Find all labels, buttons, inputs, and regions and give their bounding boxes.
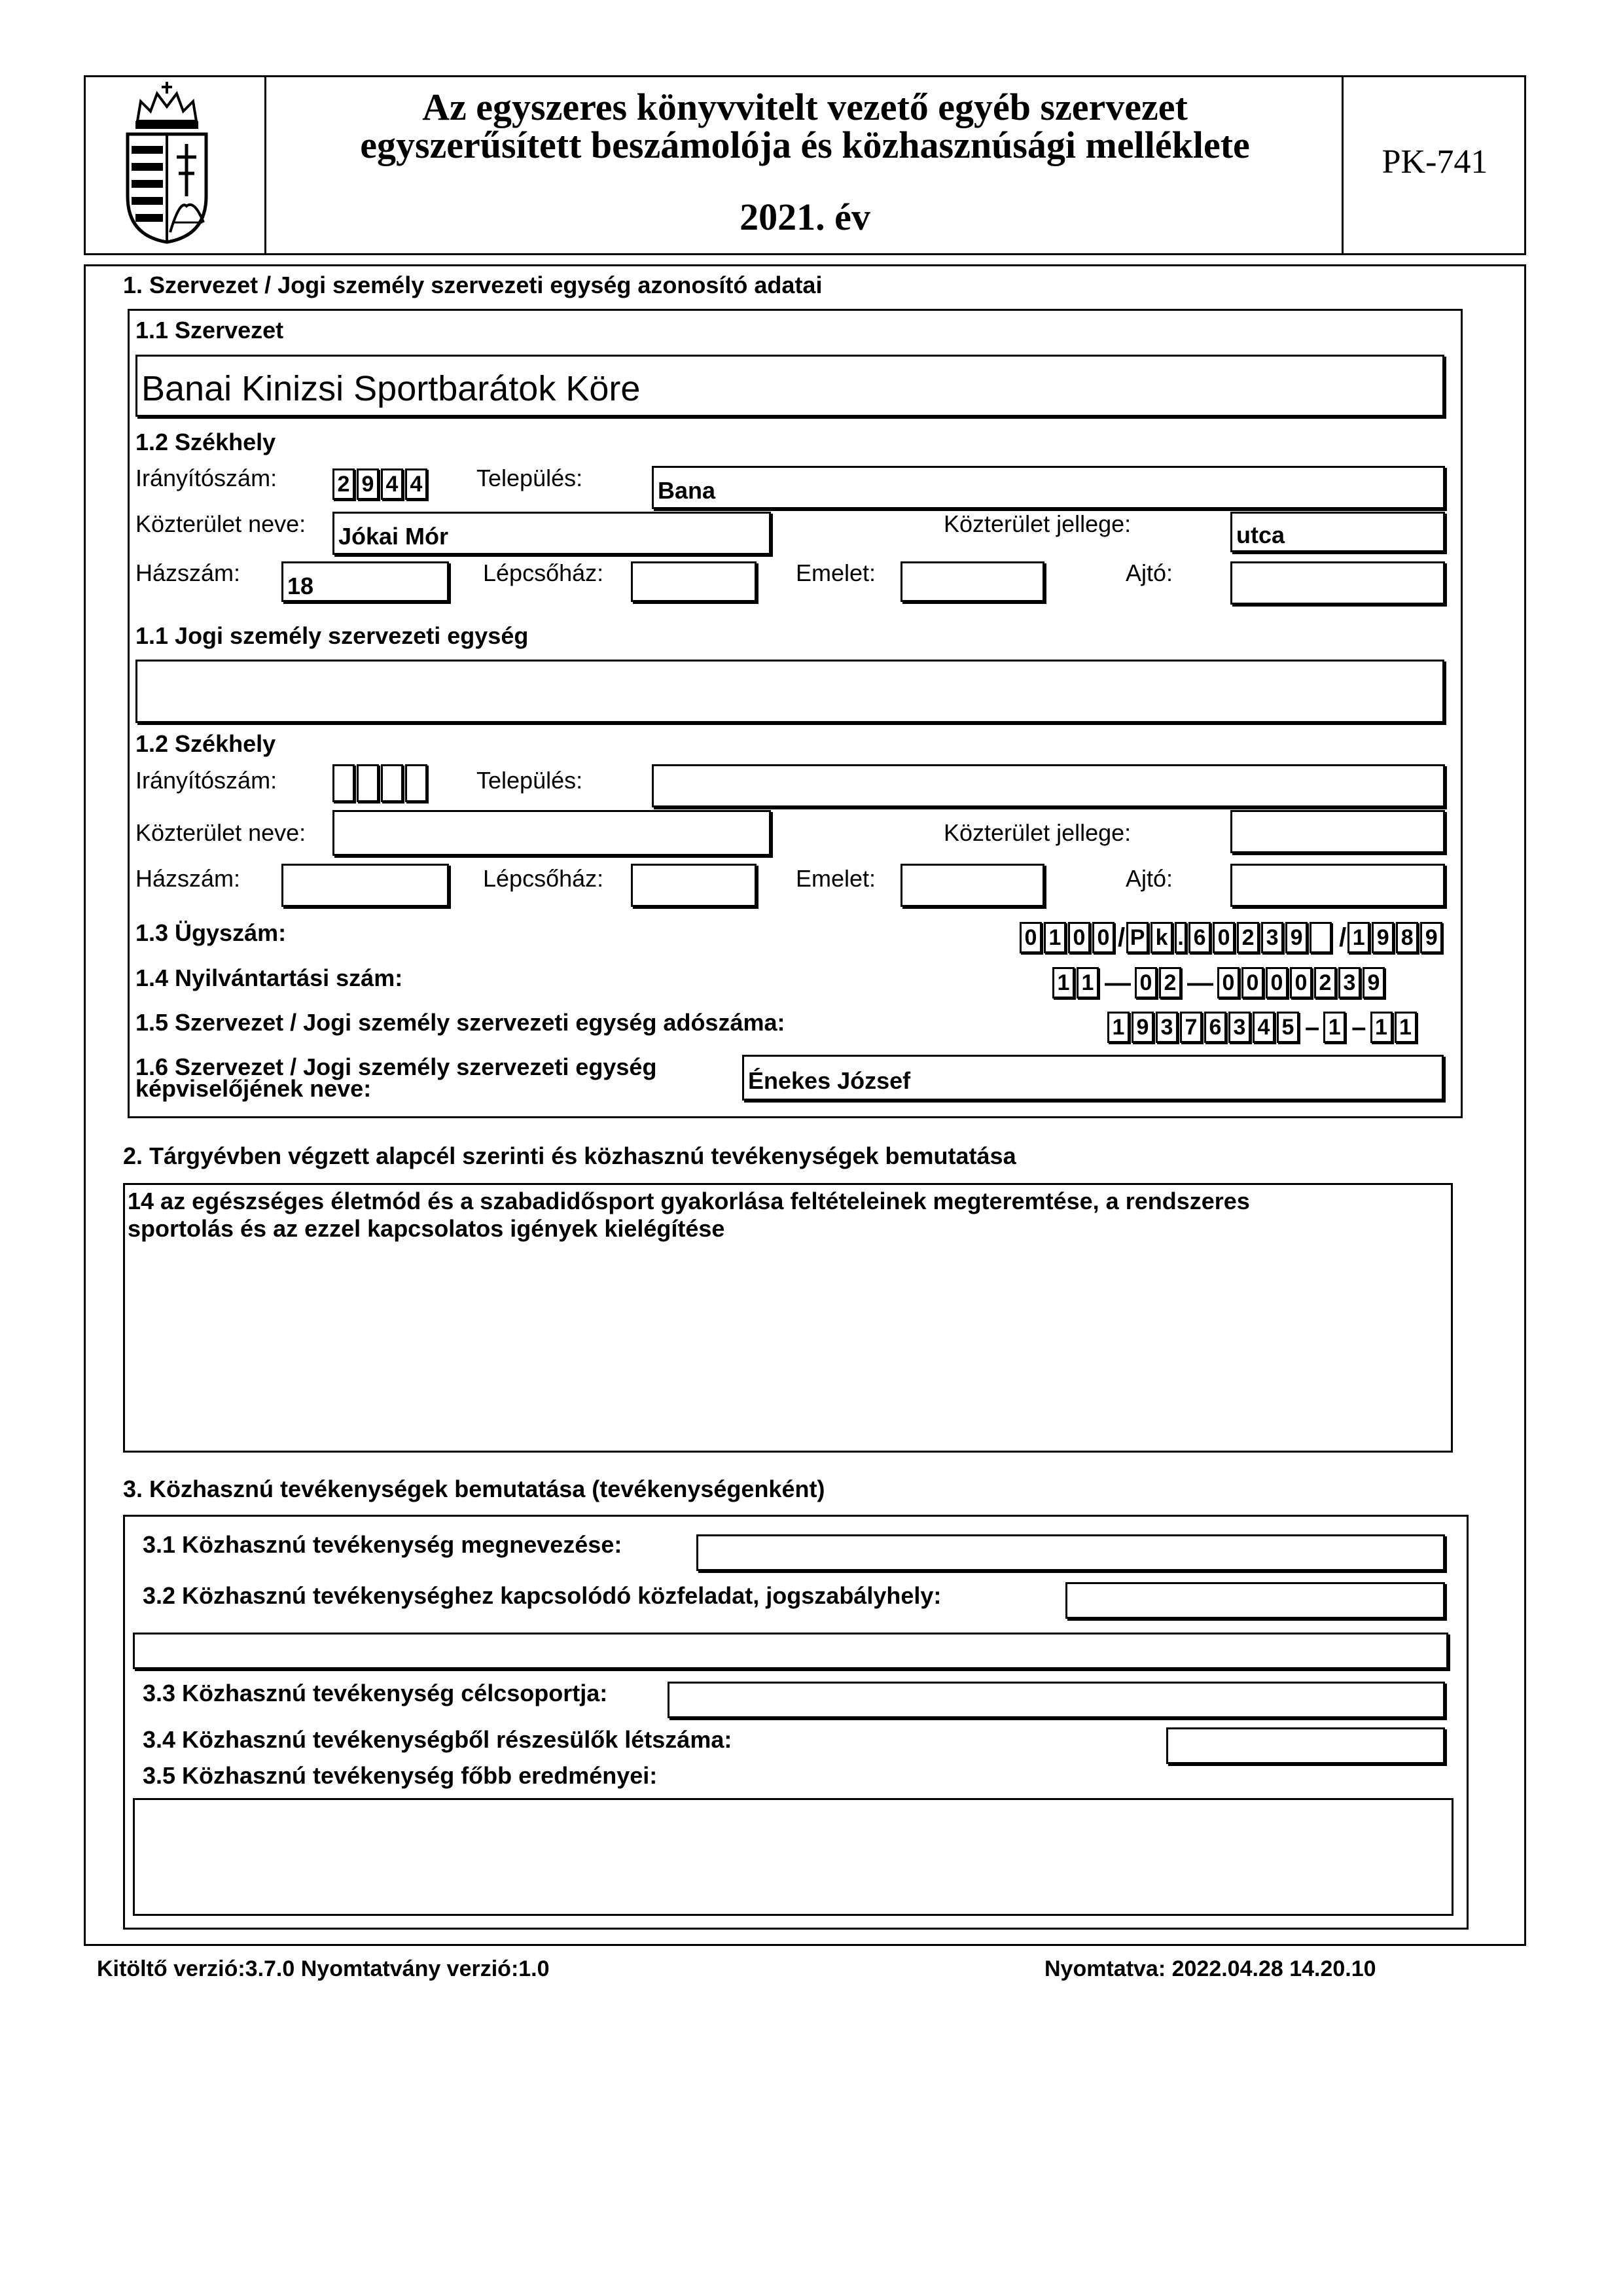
- tax-char: 3: [1156, 1012, 1178, 1043]
- case-char: [1310, 922, 1332, 953]
- seat-label: 1.2 Székhely: [135, 429, 276, 455]
- footer-printed: Nyomtatva: 2022.04.28 14.20.10: [1044, 1956, 1376, 1981]
- section3-heading: 3. Közhasznú tevékenységek bemutatása (tevékenységenként): [123, 1475, 825, 1502]
- s35-label: 3.5 Közhasznú tevékenység főbb eredményei:: [143, 1762, 658, 1789]
- s34-field[interactable]: [1166, 1727, 1445, 1764]
- house2-label: Házszám:: [135, 865, 241, 892]
- zip-digit: 2: [332, 468, 355, 500]
- section2-heading: 2. Tárgyévben végzett alapcél szerinti és közhasznú tevékenységek bemutatása: [123, 1142, 1016, 1169]
- reg-char: 3: [1338, 967, 1361, 998]
- reg-char: 2: [1314, 967, 1336, 998]
- reg-char: 0: [1217, 967, 1240, 998]
- street2-field[interactable]: [332, 810, 771, 856]
- footer-version: Kitöltő verzió:3.7.0 Nyomtatvány verzió:1.0: [97, 1956, 550, 1981]
- zip2-digit: [405, 764, 427, 802]
- tax-char: 1: [1395, 1012, 1417, 1043]
- tax-char: 7: [1180, 1012, 1202, 1043]
- tax-number-field[interactable]: [1107, 1010, 1419, 1044]
- street-type-field[interactable]: [1230, 512, 1445, 552]
- stair-field[interactable]: [631, 561, 757, 602]
- org-name-value: Banai Kinizsi Sportbarátok Köre: [141, 369, 641, 408]
- street-value: Jókai Mór: [338, 523, 449, 550]
- door2-field[interactable]: [1230, 864, 1445, 907]
- tax-char: 4: [1253, 1012, 1275, 1043]
- activity-description-field[interactable]: [123, 1183, 1453, 1453]
- reg-char: 0: [1290, 967, 1312, 998]
- reg-char: 2: [1159, 967, 1181, 998]
- case-char: 9: [1285, 922, 1308, 953]
- reg-separator: —: [1187, 968, 1213, 997]
- rep-label-line1: 1.6 Szervezet / Jogi személy szervezeti egység: [135, 1053, 657, 1080]
- s32-label: 3.2 Közhasznú tevékenységhez kapcsolódó közfeladat, jogszabályhely:: [143, 1582, 942, 1609]
- house-field[interactable]: [281, 561, 449, 602]
- tax-separator: –: [1351, 1012, 1366, 1042]
- form-title-line2: egyszerűsített beszámolója és közhasznúsági melléklete: [360, 124, 1250, 166]
- case-separator: /: [1118, 923, 1126, 952]
- case-char: k: [1150, 922, 1173, 953]
- reg-number-field[interactable]: [1052, 966, 1387, 1000]
- street-type2-field[interactable]: [1230, 810, 1445, 853]
- case-number-field[interactable]: [1020, 921, 1444, 955]
- case-char: 1: [1044, 922, 1066, 953]
- zip2-digit: [332, 764, 355, 802]
- zip-digits[interactable]: [332, 467, 429, 501]
- tax-char: 1: [1323, 1012, 1346, 1043]
- stair2-label: Lépcsőház:: [483, 865, 604, 892]
- zip-digit: 9: [357, 468, 379, 500]
- street-type2-label: Közterület jellege:: [944, 819, 1132, 846]
- zip2-digit: [381, 764, 403, 802]
- zip-digit: 4: [381, 468, 403, 500]
- city-label: Település:: [476, 465, 583, 491]
- form-title-line1: Az egyszeres könyvvitelt vezető egyéb szervezet: [422, 86, 1188, 128]
- reg-char: 0: [1241, 967, 1264, 998]
- legal-unit-field[interactable]: [135, 660, 1444, 723]
- org-name-field[interactable]: [135, 355, 1444, 417]
- tax-char: 1: [1107, 1012, 1130, 1043]
- org-label: 1.1 Szervezet: [135, 317, 284, 344]
- zip2-label: Irányítószám:: [135, 767, 277, 794]
- form-code: PK-741: [1382, 143, 1488, 181]
- city-value: Bana: [658, 477, 716, 504]
- legal-unit-label: 1.1 Jogi személy szervezeti egység: [135, 622, 529, 649]
- reg-separator: —: [1105, 968, 1131, 997]
- rep-name-value: Énekes József: [748, 1067, 911, 1094]
- case-char: 8: [1396, 922, 1418, 953]
- s33-field[interactable]: [668, 1682, 1445, 1718]
- s31-field[interactable]: [696, 1534, 1445, 1571]
- city2-label: Település:: [476, 767, 583, 794]
- rep-label-line2: képviselőjének neve:: [135, 1075, 372, 1102]
- case-separator: /: [1339, 923, 1347, 952]
- reg-char: 1: [1077, 967, 1099, 998]
- s31-label: 3.1 Közhasznú tevékenység megnevezése:: [143, 1531, 622, 1558]
- floor-label: Emelet:: [796, 559, 876, 586]
- tax-char: 6: [1204, 1012, 1226, 1043]
- case-char: 1: [1347, 922, 1370, 953]
- s34-label: 3.4 Közhasznú tevékenységből részesülők létszáma:: [143, 1726, 732, 1753]
- zip-label: Irányítószám:: [135, 465, 277, 491]
- case-char: 0: [1213, 922, 1235, 953]
- street2-label: Közterület neve:: [135, 819, 306, 846]
- case-char: 3: [1261, 922, 1283, 953]
- door-label: Ajtó:: [1126, 559, 1173, 586]
- case-char: 6: [1188, 922, 1211, 953]
- floor2-field[interactable]: [901, 864, 1044, 907]
- case-char: 0: [1068, 922, 1090, 953]
- activity-text-line1: 14 az egészséges életmód és a szabadidősport gyakorlása feltételeinek megteremtése, a rendszeres: [128, 1188, 1250, 1214]
- case-char: .: [1175, 922, 1186, 953]
- stair2-field[interactable]: [631, 864, 757, 907]
- zip-digit: 4: [405, 468, 427, 500]
- reg-char: 9: [1363, 967, 1385, 998]
- tax-char: 9: [1132, 1012, 1154, 1043]
- case-char: 0: [1092, 922, 1115, 953]
- reg-label: 1.4 Nyilvántartási szám:: [135, 964, 403, 991]
- section1-heading: 1. Szervezet / Jogi személy szervezeti egység azonosító adatai: [123, 272, 823, 298]
- seat2-label: 1.2 Székhely: [135, 730, 276, 757]
- tax-label: 1.5 Szervezet / Jogi személy szervezeti egység adószáma:: [135, 1009, 785, 1036]
- street-type-label: Közterület jellege:: [944, 510, 1132, 537]
- reg-char: 0: [1135, 967, 1157, 998]
- street-label: Közterület neve:: [135, 510, 306, 537]
- city-field[interactable]: [652, 466, 1445, 509]
- s35-field[interactable]: [133, 1798, 1454, 1916]
- tax-char: 3: [1228, 1012, 1251, 1043]
- header-divider-left: [264, 75, 266, 255]
- case-label: 1.3 Ügyszám:: [135, 919, 287, 946]
- case-char: 2: [1237, 922, 1259, 953]
- s33-label: 3.3 Közhasznú tevékenység célcsoportja:: [143, 1680, 608, 1706]
- coat-of-arms-logo: [121, 82, 213, 245]
- zip2-digit: [357, 764, 379, 802]
- door-field[interactable]: [1230, 561, 1445, 605]
- tax-separator: –: [1305, 1012, 1320, 1042]
- case-char: 9: [1372, 922, 1394, 953]
- door2-label: Ajtó:: [1126, 865, 1173, 892]
- floor2-label: Emelet:: [796, 865, 876, 892]
- house-value: 18: [287, 573, 314, 599]
- stair-label: Lépcsőház:: [483, 559, 604, 586]
- house2-field[interactable]: [281, 864, 449, 907]
- case-char: 0: [1020, 922, 1042, 953]
- s32-field[interactable]: [1065, 1582, 1445, 1619]
- tax-char: 1: [1370, 1012, 1393, 1043]
- house-label: Házszám:: [135, 559, 241, 586]
- rep-name-field[interactable]: [742, 1055, 1444, 1101]
- tax-char: 5: [1277, 1012, 1299, 1043]
- activity-text-line2: sportolás és az ezzel kapcsolatos igények kielégítése: [128, 1215, 725, 1242]
- street-type-value: utca: [1236, 521, 1285, 548]
- case-char: 9: [1420, 922, 1442, 953]
- city2-field[interactable]: [652, 764, 1445, 807]
- zip2-digits[interactable]: [332, 764, 429, 802]
- floor-field[interactable]: [901, 561, 1044, 602]
- reg-char: 0: [1266, 967, 1288, 998]
- form-year: 2021. év: [740, 196, 870, 238]
- street-field[interactable]: [332, 512, 771, 555]
- case-char: P: [1126, 922, 1149, 953]
- s32-extra-field[interactable]: [133, 1633, 1448, 1669]
- reg-char: 1: [1052, 967, 1075, 998]
